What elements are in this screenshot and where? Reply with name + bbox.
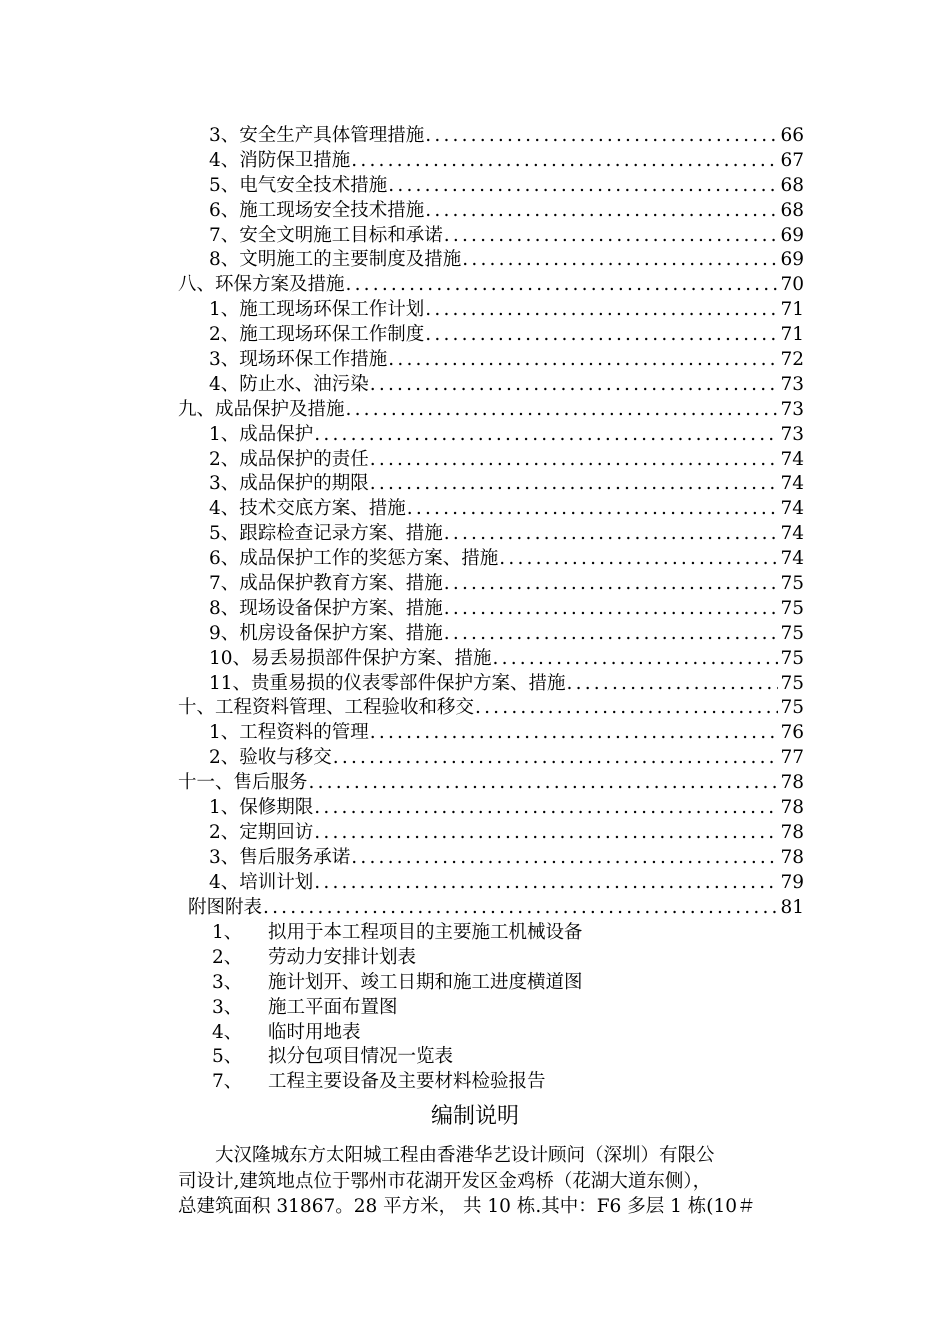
toc-dot-leader — [308, 771, 778, 796]
toc-dot-leader — [461, 248, 778, 273]
toc-entry-title: 2、定期回访 — [209, 821, 314, 843]
toc-entry-leader — [209, 248, 778, 273]
toc-dot-leader — [313, 796, 778, 821]
appendix-item-text: 临时用地表 — [268, 1021, 361, 1043]
toc-entry-leader — [209, 622, 778, 647]
toc-page-number: 73 — [780, 398, 804, 420]
toc-entry-title: 7、安全文明施工目标和承诺 — [209, 224, 443, 246]
body-line: 总建筑面积 31867。28 平方米， 共 10 栋.其中：F6 多层 1 栋(10＃ — [178, 1196, 756, 1217]
toc-page-number: 73 — [780, 423, 804, 445]
toc-page-number: 75 — [780, 672, 804, 694]
body-line: 大汉隆城东方太阳城工程由香港华艺设计顾问（深圳）有限公 — [178, 1145, 715, 1166]
toc-entry-leader — [178, 398, 778, 423]
appendix-item — [0, 946, 950, 971]
toc-entry-leader — [209, 821, 778, 846]
toc-entry-title: 八、环保方案及措施 — [178, 274, 345, 296]
toc-dot-leader — [369, 448, 778, 473]
toc-page-number: 78 — [780, 797, 804, 819]
toc-entry[interactable] — [0, 672, 950, 697]
toc-dot-leader — [424, 124, 778, 149]
toc-entry[interactable] — [0, 224, 950, 249]
toc-entry-leader — [178, 771, 778, 796]
toc-dot-leader — [262, 896, 778, 921]
toc-entry[interactable] — [0, 348, 950, 373]
appendix-item-text: 拟用于本工程项目的主要施工机械设备 — [268, 922, 583, 943]
appendix-item-text: 施工平面布置图 — [268, 996, 398, 1018]
toc-entry-leader — [178, 696, 778, 721]
toc-entry-leader — [209, 472, 778, 497]
toc-entry[interactable] — [0, 721, 950, 746]
appendix-item-number: 3、 — [212, 971, 243, 993]
toc-entry-leader — [209, 423, 778, 448]
appendix-item-number: 1、 — [212, 922, 243, 943]
toc-entry-leader — [209, 174, 778, 199]
toc-entry-leader — [209, 323, 778, 348]
toc-entry-title: 2、成品保护的责任 — [209, 448, 369, 470]
toc-entry[interactable] — [0, 547, 950, 572]
toc-dot-leader — [474, 696, 778, 721]
toc-dot-leader — [313, 423, 778, 448]
toc-entry-title: 10、易丢易损部件保护方案、措施 — [209, 647, 492, 669]
toc-page-number: 68 — [780, 174, 804, 196]
toc-dot-leader — [443, 224, 778, 249]
body-line: 司设计,建筑地点位于鄂州市花湖开发区金鸡桥（花湖大道东侧）， — [178, 1170, 712, 1192]
toc-entry-title: 11、贵重易损的仪表零部件保护方案、措施 — [209, 672, 566, 694]
toc-entry[interactable] — [0, 497, 950, 522]
toc-page-number: 74 — [780, 473, 804, 495]
toc-entry-title: 4、技术交底方案、措施 — [209, 498, 406, 520]
toc-entry[interactable] — [0, 124, 950, 149]
appendix-item-number: 5、 — [212, 1046, 243, 1068]
toc-entry-title: 3、成品保护的期限 — [209, 473, 369, 495]
toc-entry-leader — [209, 796, 778, 821]
toc-dot-leader — [424, 323, 778, 348]
toc-dot-leader — [332, 746, 778, 771]
toc-entry-title: 2、验收与移交 — [209, 747, 332, 769]
table-of-contents — [0, 124, 950, 921]
toc-entry[interactable] — [0, 771, 950, 796]
toc-entry[interactable] — [0, 248, 950, 273]
toc-entry-title: 3、售后服务承诺 — [209, 846, 351, 868]
toc-page-number: 74 — [780, 523, 804, 545]
toc-entry[interactable] — [0, 298, 950, 323]
toc-entry[interactable] — [0, 572, 950, 597]
toc-page-number: 66 — [780, 125, 804, 146]
toc-page-number: 75 — [780, 622, 804, 644]
toc-entry[interactable] — [0, 896, 950, 921]
toc-entry[interactable] — [0, 273, 950, 298]
toc-entry-leader — [209, 871, 778, 896]
toc-entry-title: 4、培训计划 — [209, 871, 314, 893]
toc-entry[interactable] — [0, 696, 950, 721]
toc-entry[interactable] — [0, 622, 950, 647]
toc-page-number: 71 — [780, 324, 804, 346]
toc-entry-leader — [209, 597, 778, 622]
appendix-item — [0, 921, 950, 946]
toc-page-number: 74 — [780, 448, 804, 470]
toc-entry-leader — [209, 547, 778, 572]
toc-dot-leader — [387, 348, 778, 373]
toc-entry-leader — [188, 896, 778, 921]
toc-entry-title: 附图附表 — [188, 896, 263, 918]
toc-entry-title: 8、文明施工的主要制度及措施 — [209, 249, 462, 271]
appendix-list — [0, 921, 950, 1095]
toc-entry-leader — [209, 672, 778, 697]
appendix-item-number: 7、 — [212, 1071, 243, 1093]
toc-page-number: 76 — [780, 722, 804, 744]
toc-entry[interactable] — [0, 746, 950, 771]
toc-entry-leader — [209, 647, 778, 672]
toc-entry[interactable] — [0, 323, 950, 348]
toc-entry[interactable] — [0, 373, 950, 398]
toc-entry[interactable] — [0, 597, 950, 622]
toc-entry-leader — [209, 199, 778, 224]
toc-entry-leader — [209, 846, 778, 871]
toc-entry-title: 1、保修期限 — [209, 797, 314, 819]
toc-entry-title: 7、成品保护教育方案、措施 — [209, 573, 443, 595]
toc-page-number: 72 — [780, 349, 804, 371]
toc-page-number: 75 — [780, 647, 804, 669]
appendix-item-text: 施计划开、竣工日期和施工进度横道图 — [268, 971, 583, 993]
toc-entry-title: 九、成品保护及措施 — [178, 398, 345, 420]
toc-dot-leader — [443, 572, 778, 597]
toc-entry-leader — [209, 721, 778, 746]
toc-page-number: 69 — [780, 224, 804, 246]
toc-dot-leader — [492, 647, 778, 672]
toc-dot-leader — [313, 871, 778, 896]
toc-entry[interactable] — [0, 821, 950, 846]
toc-dot-leader — [566, 672, 778, 697]
toc-entry-leader — [209, 373, 778, 398]
toc-entry-title: 1、施工现场环保工作计划 — [209, 299, 425, 321]
toc-entry[interactable] — [0, 846, 950, 871]
toc-page-number: 81 — [780, 896, 804, 918]
toc-dot-leader — [369, 721, 778, 746]
toc-entry[interactable] — [0, 199, 950, 224]
appendix-item — [0, 971, 950, 996]
appendix-item — [0, 1045, 950, 1070]
toc-entry[interactable] — [0, 796, 950, 821]
toc-entry[interactable] — [0, 149, 950, 174]
toc-page-number: 71 — [780, 299, 804, 321]
section-body — [178, 1143, 806, 1220]
toc-entry-title: 3、安全生产具体管理措施 — [209, 125, 425, 146]
toc-dot-leader — [369, 472, 778, 497]
toc-entry-leader — [209, 348, 778, 373]
toc-entry-leader — [209, 124, 778, 149]
toc-entry-title: 4、防止水、油污染 — [209, 373, 369, 395]
toc-page-number: 67 — [780, 149, 804, 171]
appendix-item-text: 拟分包项目情况一览表 — [268, 1046, 454, 1068]
toc-entry-title: 5、跟踪检查记录方案、措施 — [209, 523, 443, 545]
toc-entry-leader — [209, 448, 778, 473]
toc-page-number: 75 — [780, 597, 804, 619]
toc-page-number: 77 — [780, 747, 804, 769]
toc-entry[interactable] — [0, 174, 950, 199]
toc-entry-leader — [209, 572, 778, 597]
toc-entry-title: 6、成品保护工作的奖惩方案、措施 — [209, 548, 499, 570]
toc-entry-title: 十一、售后服务 — [178, 772, 308, 794]
toc-dot-leader — [424, 298, 778, 323]
toc-entry-leader — [209, 522, 778, 547]
toc-dot-leader — [369, 373, 778, 398]
appendix-item-text: 劳动力安排计划表 — [268, 946, 417, 968]
toc-entry[interactable] — [0, 522, 950, 547]
toc-dot-leader — [345, 398, 778, 423]
appendix-item-number: 3、 — [212, 996, 243, 1018]
toc-page-number: 78 — [780, 821, 804, 843]
appendix-item — [0, 1070, 950, 1095]
toc-page-number: 74 — [780, 498, 804, 520]
toc-page-number: 78 — [780, 846, 804, 868]
toc-page-number: 74 — [780, 548, 804, 570]
toc-entry[interactable] — [0, 398, 950, 423]
toc-entry-leader — [209, 298, 778, 323]
toc-entry-title: 十、工程资料管理、工程验收和移交 — [178, 697, 475, 719]
section-title: 编制说明 — [430, 1104, 519, 1129]
toc-dot-leader — [313, 821, 778, 846]
toc-entry-leader — [178, 273, 778, 298]
appendix-item-number: 4、 — [212, 1021, 243, 1043]
toc-entry-leader — [209, 224, 778, 249]
toc-entry-title: 4、消防保卫措施 — [209, 149, 351, 171]
toc-page-number: 68 — [780, 199, 804, 221]
toc-entry[interactable] — [0, 448, 950, 473]
toc-dot-leader — [387, 174, 778, 199]
toc-page-number: 75 — [780, 697, 804, 719]
toc-entry-title: 3、现场环保工作措施 — [209, 349, 388, 371]
toc-page-number: 78 — [780, 772, 804, 794]
toc-entry-title: 5、电气安全技术措施 — [209, 174, 388, 196]
appendix-item-text: 工程主要设备及主要材料检验报告 — [268, 1071, 546, 1093]
toc-dot-leader — [443, 622, 778, 647]
toc-page-number: 79 — [780, 871, 804, 893]
toc-entry-leader — [209, 149, 778, 174]
toc-entry-leader — [209, 497, 778, 522]
toc-entry-title: 2、施工现场环保工作制度 — [209, 324, 425, 346]
toc-page-number: 69 — [780, 249, 804, 271]
toc-dot-leader — [406, 497, 778, 522]
toc-dot-leader — [350, 846, 778, 871]
toc-entry-leader — [209, 746, 778, 771]
toc-dot-leader — [443, 522, 778, 547]
toc-entry-title: 1、工程资料的管理 — [209, 722, 369, 744]
toc-entry-title: 6、施工现场安全技术措施 — [209, 199, 425, 221]
toc-dot-leader — [498, 547, 778, 572]
toc-entry[interactable] — [0, 871, 950, 896]
toc-page-number: 75 — [780, 573, 804, 595]
toc-dot-leader — [424, 199, 778, 224]
toc-entry-title: 8、现场设备保护方案、措施 — [209, 597, 443, 619]
toc-entry[interactable] — [0, 647, 950, 672]
appendix-item-number: 2、 — [212, 946, 243, 968]
toc-page-number: 73 — [780, 373, 804, 395]
appendix-item — [0, 1021, 950, 1046]
toc-entry[interactable] — [0, 472, 950, 497]
toc-dot-leader — [345, 273, 778, 298]
toc-dot-leader — [443, 597, 778, 622]
toc-entry[interactable] — [0, 423, 950, 448]
appendix-item — [0, 996, 950, 1021]
toc-entry-title: 1、成品保护 — [209, 423, 314, 445]
toc-dot-leader — [350, 149, 778, 174]
toc-entry-title: 9、机房设备保护方案、措施 — [209, 622, 443, 644]
toc-page-number: 70 — [780, 274, 804, 296]
